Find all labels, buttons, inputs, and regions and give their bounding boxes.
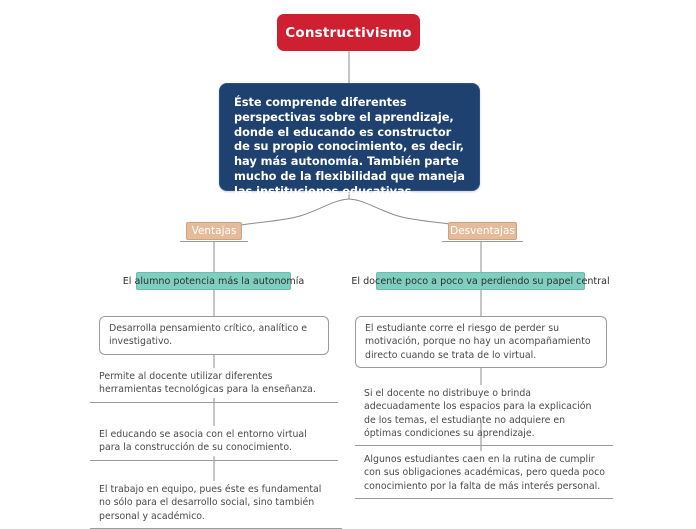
leaf-node-text: Algunos estudiantes caen en la rutina de cumplir con sus obligaciones académicas, pero queda poco conocimiento por la falta de más interés personal. xyxy=(364,454,606,492)
leaf-node[interactable] xyxy=(355,451,613,499)
description-node[interactable] xyxy=(219,83,480,198)
leaf-node[interactable] xyxy=(90,368,338,403)
level1-node-desventajas[interactable] xyxy=(351,272,610,290)
leaf-node[interactable] xyxy=(90,481,342,529)
leaf-node-text: El trabajo en equipo, pues éste es fundamental no sólo para el desarrollo social, sino también personal y académico. xyxy=(99,484,322,522)
level1-node-ventajas[interactable] xyxy=(122,272,305,290)
branch-node-ventajas[interactable] xyxy=(186,222,242,240)
branch-node-desventajas-label: Desventajas xyxy=(450,225,515,237)
leaf-node-text: El educando se asocia con el entorno virtual para la construcción de su conocimiento. xyxy=(99,429,307,454)
branch-underline-desventajas xyxy=(442,241,523,242)
leaf-node-text: Si el docente no distribuye o brinda adecuadamente los espacios para la explicación de los temas, el estudiante no adquiere en óptimas condiciones su aprendizaje. xyxy=(364,388,592,440)
branch-underline-ventajas xyxy=(180,241,248,242)
root-node-constructivismo[interactable] xyxy=(277,14,420,51)
level1-node-desventajas-label: El docente poco a poco va perdiendo su papel central xyxy=(351,275,610,287)
level1-node-ventajas-label: El alumno potencia más la autonomía xyxy=(122,275,305,287)
leaf-node-text: El estudiante corre el riesgo de perder su motivación, porque no hay un acompañamiento directo cuando se trata de lo virtual. xyxy=(365,323,591,361)
leaf-node-text: Desarrolla pensamiento crítico, analítico e investigativo. xyxy=(109,323,308,348)
branch-node-ventajas-label: Ventajas xyxy=(191,225,237,237)
leaf-node-text: Permite al docente utilizar diferentes herramientas tecnológicas para la enseñanza. xyxy=(99,371,316,396)
root-node-label: Constructivismo xyxy=(285,24,412,41)
leaf-node[interactable] xyxy=(90,426,338,461)
leaf-node[interactable] xyxy=(355,316,607,368)
branch-node-desventajas[interactable] xyxy=(448,222,517,240)
leaf-node[interactable] xyxy=(355,385,613,446)
leaf-node[interactable] xyxy=(99,316,329,355)
description-node-text: Éste comprende diferentes perspectivas sobre el aprendizaje, donde el educando es constructor de su propio conocimiento, es decir, hay más autonomía. También parte mucho de la flexibilidad que maneja las instituciones educativas. xyxy=(234,95,465,198)
